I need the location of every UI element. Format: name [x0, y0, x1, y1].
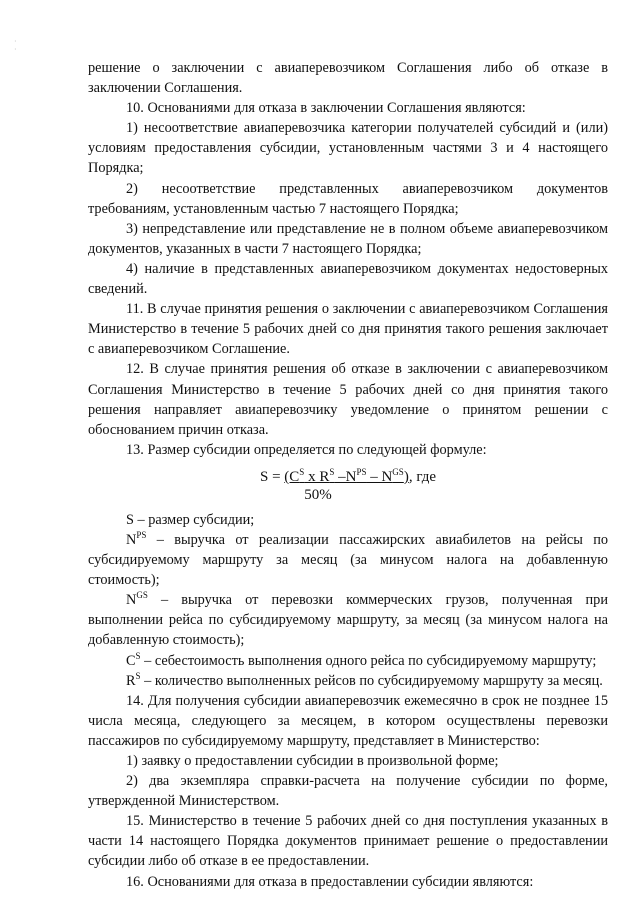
formula-r-sup: S — [329, 466, 335, 477]
paragraph: 2) несоответствие представленных авиаперевозчиком документов требованиям, установленным частью 7 настоящего Порядка; — [88, 180, 608, 217]
paragraph: 10. Основаниями для отказа в заключении Соглашения являются: — [126, 100, 526, 117]
paragraph: 1) заявку о предоставлении субсидии в произвольной форме; — [126, 753, 499, 769]
formula-nps: –N — [334, 468, 357, 485]
paragraph: 13. Размер субсидии определяется по следующей формуле: — [126, 441, 487, 458]
paragraph: 1) несоответствие авиаперевозчика категории получателей субсидий и (или) условиям предоставления субсидии, установленным частями 3 и 4 настоящего Порядка; — [88, 120, 608, 177]
formula-nps-sup: PS — [356, 466, 367, 477]
formula-ngs-sup: GS — [392, 466, 404, 477]
symbol-sup: S — [135, 650, 141, 661]
definition-cs — [88, 651, 608, 671]
formula-lhs: S = — [259, 468, 285, 485]
definition-nps — [88, 530, 608, 590]
symbol: R — [126, 672, 136, 689]
formula-c: (C — [284, 468, 300, 485]
symbol-sup: GS — [136, 590, 148, 601]
paragraph: 4) наличие в представленных авиаперевозчиком документах недостоверных сведений. — [88, 260, 608, 298]
symbol: N — [126, 531, 137, 548]
paragraph: 16. Основаниями для отказа в предоставлении субсидии являются: — [126, 873, 534, 890]
definition-s: S – размер субсидии; — [126, 511, 255, 528]
paragraph: 3) непредставление или представление не в полном объеме авиаперевозчиком документов, указанных в части 7 настоящего Порядка; — [88, 220, 608, 257]
formula-line — [260, 468, 436, 504]
definition-ngs — [88, 590, 608, 650]
paragraph: 14. Для получения субсидии авиаперевозчик ежемесячно в срок не позднее 15 числа месяца, следующего за месяцем, в котором осуществлены перевозки пассажиров по субсидируемому маршруту, представляет в Министерство: — [88, 692, 608, 749]
formula-c-sup: S — [299, 466, 305, 477]
symbol-sup: S — [135, 670, 141, 681]
formula-ngs: – N — [366, 468, 393, 485]
document-body — [88, 58, 608, 892]
formula-suffix: , где — [408, 468, 437, 485]
definition-text: – количество выполненных рейсов по субсидируемому маршруту за месяц. — [140, 672, 603, 689]
scan-artifact: · · — [14, 37, 23, 54]
paragraph: 2) два экземпляра справки-расчета на получение субсидии по форме, утвержденной Министерством. — [88, 773, 608, 810]
subsidy-formula — [88, 468, 608, 504]
paragraph: решение о заключении с авиаперевозчиком Соглашения либо об отказе в заключении Соглашения. — [88, 60, 608, 97]
formula-numerator — [284, 466, 409, 485]
definition-text: – выручка от перевозки коммерческих грузов, полученная при выполнении рейса по субсидируемому маршруту, за месяц (за минусом налога на добавленную стоимость); — [88, 592, 608, 649]
formula-denominator: 50% — [304, 486, 332, 503]
definition-text: – себестоимость выполнения одного рейса по субсидируемому маршруту; — [140, 652, 597, 669]
paragraph: 11. В случае принятия решения о заключении с авиаперевозчиком Соглашения Министерство в течение 5 рабочих дней со дня принятия такого решения заключает с авиаперевозчиком Соглашение. — [88, 301, 608, 358]
paragraph: 15. Министерство в течение 5 рабочих дней со дня поступления указанных в части 14 настоящего Порядка документов принимает решение о предоставлении субсидии либо об отказе в ее предоставлении. — [88, 813, 608, 870]
paragraph: 12. В случае принятия решения об отказе в заключении с авиаперевозчиком Соглашения Министерство в течение 5 рабочих дней со дня принятия такого решения направляет авиаперевозчику уведомление о принятом решении с обоснованием причин отказа. — [88, 361, 608, 438]
symbol: N — [126, 592, 137, 609]
symbol: C — [126, 652, 136, 669]
formula-x: x R — [304, 468, 330, 485]
definition-text: – выручка от реализации пассажирских авиабилетов на рейсы по субсидируемому маршруту за месяц (за минусом налога на добавленную стоимость); — [88, 531, 608, 589]
formula-close: ) — [403, 468, 409, 485]
definition-rs — [88, 671, 608, 691]
symbol-sup: PS — [136, 529, 147, 540]
